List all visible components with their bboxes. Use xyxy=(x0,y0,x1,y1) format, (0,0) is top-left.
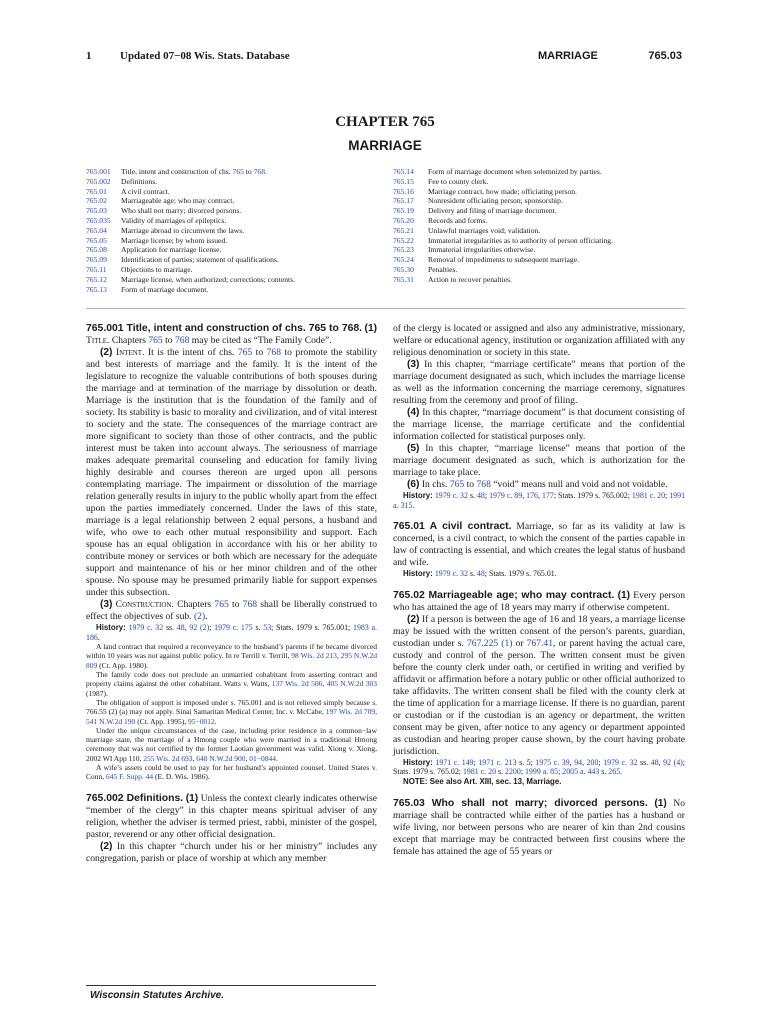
toc-section-number[interactable]: 765.16 xyxy=(393,186,414,196)
text: shall be liberally construed to effect the objectives of sub. xyxy=(86,599,378,622)
toc-section-title xyxy=(428,275,685,285)
toc-title-text: Title, intent and construction of chs. xyxy=(121,167,233,176)
text: s. xyxy=(252,623,264,632)
toc-entry[interactable] xyxy=(86,226,386,236)
toc-section-number[interactable]: 765.14 xyxy=(393,167,414,176)
cross-reference-link[interactable]: 768 xyxy=(174,335,190,346)
subsection-label: (4) xyxy=(407,407,420,418)
history-link[interactable]: 94 xyxy=(574,757,583,767)
text: In chs. xyxy=(419,479,450,490)
cross-reference-link[interactable]: 768 xyxy=(476,479,491,490)
toc-section-number[interactable]: 765.05 xyxy=(86,235,107,245)
subsection-caption: Title. xyxy=(86,335,110,346)
text: s. xyxy=(467,491,477,500)
citation-link[interactable]: 405 N.W.2d 303 xyxy=(326,679,377,689)
cross-reference-link[interactable]: 768 xyxy=(266,347,282,358)
text: ss. xyxy=(637,757,651,767)
text: (E. D. Wis. 1986). xyxy=(153,772,210,782)
subsection-label: (1) xyxy=(185,792,199,804)
toc-title-text: Definitions. xyxy=(121,176,158,186)
history-label: History: xyxy=(403,569,433,579)
text: ; xyxy=(520,767,525,777)
text: . xyxy=(97,632,100,642)
section-heading: 765.02 Marriageable age; who may contract. xyxy=(393,589,615,601)
toc-section-number[interactable]: 765.02 xyxy=(86,196,107,206)
text: , xyxy=(522,491,527,500)
toc-title-text: Objections to marriage. xyxy=(121,264,193,274)
toc-entry[interactable] xyxy=(393,167,685,177)
subsection-label: (3) xyxy=(407,359,420,370)
section-heading: 765.001 Title, intent and construction of chs. 765 to 768. xyxy=(86,323,363,334)
toc-section-title xyxy=(121,226,386,236)
subsection-label: (5) xyxy=(407,443,420,454)
text: s. xyxy=(599,767,609,777)
toc-title-text: Marriage abroad to circumvent the laws. xyxy=(121,225,245,235)
history-note xyxy=(393,569,685,579)
history-label: History: xyxy=(403,757,433,767)
toc-title-text: Marriage license, when authorized; corrections; contents. xyxy=(121,274,295,284)
header-database-label: Updated 07−08 Wis. Stats. Database xyxy=(120,50,290,62)
toc-section-number[interactable]: 765.20 xyxy=(393,215,414,225)
text: The family code does not preclude an unmarried cohabitant from asserting contract and property claims against the other cohabitant. Watts v. Watts, xyxy=(86,670,377,689)
text: , xyxy=(192,753,197,763)
toc-section-title xyxy=(121,187,386,197)
history-link[interactable]: 1979 c. 32 xyxy=(434,491,468,500)
history-link[interactable]: 200 xyxy=(586,757,599,767)
toc-section-number[interactable]: 765.09 xyxy=(86,255,107,265)
history-link[interactable]: 48 xyxy=(476,491,485,500)
subsection-caption: Intent. xyxy=(115,347,145,358)
subsection-intent xyxy=(86,347,377,599)
text: ss. xyxy=(163,623,177,632)
text: , xyxy=(569,757,575,767)
text: ; Stats. 1979 s. 765.002; xyxy=(553,491,632,500)
history-link[interactable]: 92 (4) xyxy=(663,757,683,767)
toc-entry[interactable] xyxy=(86,196,386,206)
history-link[interactable]: 1975 c. 39 xyxy=(535,757,570,767)
text: Chapters xyxy=(173,599,215,610)
text: Under the unique circumstances of the case, including prior residence in a common−law marriage state, the marriage of a Hmong couple who were married in a traditional Hmong ceremony that was not certified by the former Laotian government was valid. Xiong v. Xiong, 2002 WI App 110, xyxy=(86,725,377,763)
text: , xyxy=(336,651,341,661)
toc-section-number[interactable]: 765.23 xyxy=(393,245,414,255)
editorial-note: NOTE: See also Art. XIII, sec. 13, Marriage. xyxy=(403,776,562,786)
history-link[interactable]: 1999 a. 85 xyxy=(524,767,559,777)
text: , xyxy=(658,757,664,767)
toc-entry[interactable] xyxy=(86,245,386,255)
subsection-label: (3) xyxy=(100,599,113,610)
toc-entry[interactable] xyxy=(393,245,685,255)
text: ; xyxy=(473,757,479,767)
citation-link[interactable]: 197 Wis. 2d 709 xyxy=(325,707,376,717)
toc-section-number[interactable]: 765.13 xyxy=(86,284,107,294)
text: ; xyxy=(598,757,604,767)
toc-section-number[interactable]: 765.04 xyxy=(86,225,107,235)
subsection xyxy=(393,359,685,407)
text: s. xyxy=(467,569,477,579)
toc-entry[interactable] xyxy=(86,255,386,265)
cross-reference-link[interactable]: 768 xyxy=(242,599,258,610)
toc-entry[interactable] xyxy=(86,177,386,187)
section-heading: 765.002 Definitions. xyxy=(86,792,184,804)
history-link[interactable]: 1979 c. 32 xyxy=(128,623,164,632)
chapter-title: MARRIAGE xyxy=(348,138,422,153)
toc-section-title xyxy=(121,206,386,216)
text: (Ct. App. 1995), xyxy=(135,716,189,726)
citation-link[interactable]: 645 F. Supp. 44 xyxy=(106,772,154,782)
toc-title-text: Unlawful marriages void; validation. xyxy=(428,225,541,235)
toc-section-title xyxy=(121,236,386,246)
text: , xyxy=(184,623,190,632)
cross-reference-link[interactable]: 765 xyxy=(214,599,229,610)
text: may be cited as “The Family Code”. xyxy=(189,335,332,346)
toc-title-text: Removal of impediments to subsequent marriage. xyxy=(428,255,579,265)
toc-section-number[interactable]: 765.035 xyxy=(86,215,111,225)
text-column-left xyxy=(86,323,377,865)
toc-title-text: Form of marriage document. xyxy=(121,284,209,294)
toc-title-text: Immaterial irregularities otherwise. xyxy=(428,245,536,255)
text: s. xyxy=(496,767,506,777)
text: If a person is between the age of 16 and 18 years, a marriage license may be issued with the written consent of the person’s parents, guardian, custodian under s. xyxy=(393,613,685,649)
toc-section-title xyxy=(121,177,386,187)
toc-entry[interactable] xyxy=(393,196,685,206)
toc-section-number[interactable]: 765.08 xyxy=(86,245,107,255)
text: to xyxy=(464,479,477,490)
toc-section-title xyxy=(428,196,685,206)
section-heading: 765.03 Who shall not marry; divorced persons. xyxy=(393,797,648,809)
text: , xyxy=(538,491,542,500)
toc-section-title xyxy=(428,167,685,177)
history-note xyxy=(86,623,377,642)
text: Unless the context clearly indicates otherwise “member of the clergy” in this chapter means spiritual adviser of any religion, whether the adviser is termed priest, rabbi, minister of the gospel, pastor, reverend or any other official designation. xyxy=(86,792,377,840)
toc-entry[interactable] xyxy=(86,265,386,275)
text: The obligation of support is imposed under s. 765.001 and is not relieved simply because s. 766.55 (2) (a) may not apply. Sinai Samaritan Medical Center, Inc. v. McCabe, xyxy=(86,697,377,717)
section-heading: 765.01 A civil contract. xyxy=(393,521,512,533)
text: It is the intent of chs. xyxy=(144,347,238,358)
text: to xyxy=(228,599,243,610)
toc-entry[interactable] xyxy=(86,275,386,285)
toc-section-title xyxy=(428,245,685,255)
toc-title-text: Penalties. xyxy=(428,264,458,274)
toc-section-title xyxy=(121,265,386,275)
text: Every person who has attained the age of 18 years may marry if otherwise competent. xyxy=(393,589,686,613)
toc-section-number[interactable]: 765.21 xyxy=(393,225,414,235)
header-section-number: 765.03 xyxy=(648,50,682,62)
toc-section-number[interactable]: 765.001 xyxy=(86,167,111,176)
text: ; xyxy=(484,491,490,500)
running-header xyxy=(86,50,682,66)
history-link[interactable]: 265 xyxy=(608,767,621,777)
text: to xyxy=(252,347,267,358)
history-link[interactable]: 1983 a. 186 xyxy=(86,623,377,642)
text: ; Stats. 1979 s. 765.001; xyxy=(271,623,353,632)
toc-entry[interactable] xyxy=(393,255,685,265)
text: , xyxy=(582,757,587,767)
text: . xyxy=(214,716,217,726)
toc-entry[interactable] xyxy=(393,206,685,216)
subsection xyxy=(393,614,685,758)
toc-section-title xyxy=(428,216,685,226)
chapter-number: CHAPTER 765 xyxy=(335,114,435,130)
toc-title-text: . xyxy=(265,167,267,176)
subsection-label: (1) xyxy=(654,797,667,809)
history-link[interactable]: 1981 c. 20 xyxy=(462,767,497,777)
history-link[interactable]: 1979 c. 32 xyxy=(434,569,468,579)
toc-section-title xyxy=(428,226,685,236)
history-link[interactable]: 2005 a. 443 xyxy=(562,767,600,777)
cross-reference-link[interactable]: 767.225 (1) xyxy=(467,637,513,649)
history-link[interactable]: 1971 c. 149 xyxy=(435,757,474,767)
toc-title-text: Marriageable age; who may contract. xyxy=(121,196,235,206)
toc-section-number[interactable]: 765.31 xyxy=(393,274,414,284)
citation-link[interactable]: 98 Wis. 2d 213 xyxy=(291,651,337,661)
section-765-01 xyxy=(393,521,685,569)
toc-entry[interactable] xyxy=(393,226,685,236)
footer-archive-label: Wisconsin Statutes Archive. xyxy=(90,990,225,1001)
toc-entry[interactable] xyxy=(393,236,685,246)
subsection-label: (1) xyxy=(364,323,377,334)
text: . xyxy=(620,767,623,777)
toc-right-column xyxy=(393,167,685,285)
text: ; xyxy=(209,623,215,632)
toc-section-title xyxy=(121,167,386,177)
toc-section-number[interactable]: 765.002 xyxy=(86,176,111,186)
section-765-02 xyxy=(393,590,685,614)
history-link[interactable]: 48 xyxy=(650,757,659,767)
history-link[interactable]: 1971 c. 213 xyxy=(478,757,517,767)
text: . xyxy=(205,611,208,622)
citation-link[interactable]: 255 Wis. 2d 693 xyxy=(143,753,193,763)
toc-section-title xyxy=(428,177,685,187)
text: , or parent having the actual care, custody and control of the person. The written consent must be given before the county clerk under oath, or certified in writing and verified by affidavit or affirmation before a notary public or other official authorized to take affidavits. The written consent shall be filed with the county clerk at the time of application for a marriage license. If there is no guardian, parent or custodian or if the custodian is an agency or department, the written consent may be given, after notice to any agency or department appointed as custodian and hearing proper cause shown, by the court having probate jurisdiction. xyxy=(393,637,685,757)
text: (Ct. App. 1980). xyxy=(97,660,149,670)
subsection xyxy=(393,443,685,479)
history-link[interactable]: 2200 xyxy=(505,767,521,777)
history-link[interactable]: 48 xyxy=(476,569,485,579)
toc-section-title xyxy=(428,255,685,265)
toc-section-title xyxy=(428,206,685,216)
toc-section-title xyxy=(428,265,685,275)
cross-reference-link[interactable]: 765 xyxy=(449,479,465,490)
text-column-right xyxy=(393,323,685,858)
subsection-caption: Construction. xyxy=(115,599,174,610)
toc-title-text: Immaterial irregularities as to authority of person officiating. xyxy=(428,235,614,245)
history-link[interactable]: 1979 c. 175 xyxy=(214,623,253,632)
toc-entry[interactable] xyxy=(393,265,685,275)
toc-title-text: Application for marriage license. xyxy=(121,245,222,255)
toc-section-title xyxy=(121,275,386,285)
toc-entry[interactable] xyxy=(86,187,386,197)
text: Marriage, so far as its validity at law is concerned, is a civil contract, to which the consent of the parties capable in law of contracting is essential, and which creates the legal status of husband and wife. xyxy=(393,521,685,569)
text: ; xyxy=(665,491,670,500)
toc-title-text: Validity of marriages of epileptics. xyxy=(121,215,227,225)
cross-reference-link[interactable]: 765 xyxy=(148,335,163,346)
toc-title-text: to xyxy=(243,167,254,176)
text: , xyxy=(245,753,250,763)
annotation xyxy=(86,698,377,726)
section-765-001 xyxy=(86,323,377,347)
toc-entry[interactable] xyxy=(393,275,685,285)
toc-entry[interactable] xyxy=(86,236,386,246)
text: Chapters xyxy=(109,335,149,346)
toc-chapter-link[interactable]: 765 xyxy=(232,167,244,176)
subsection xyxy=(393,479,685,491)
annotation xyxy=(86,726,377,763)
subsection-label: (6) xyxy=(407,479,420,490)
footer-rule xyxy=(86,985,376,987)
header-chapter-name: MARRIAGE xyxy=(538,50,598,62)
text: “void” means null and void and not voidable. xyxy=(490,479,668,490)
toc-section-title xyxy=(428,187,685,197)
history-link[interactable]: 1979 c. 89 xyxy=(489,491,523,500)
toc-entry[interactable] xyxy=(393,216,685,226)
history-link[interactable]: 48 xyxy=(176,623,185,632)
citation-link[interactable]: 137 Wis. 2d 506 xyxy=(271,679,323,689)
cross-reference-link[interactable]: 767.41 xyxy=(526,637,554,649)
toc-entry[interactable] xyxy=(393,177,685,187)
text: . xyxy=(412,500,415,510)
text: to xyxy=(162,335,175,346)
text: In this chapter, “marriage certificate” means that portion of the marriage document designated as such, which includes the marriage license as well as the information concerning the marriage ceremony, signatures resulting from the ceremony and proof of filing. xyxy=(393,359,685,406)
history-link[interactable]: 177 xyxy=(541,491,554,500)
toc-section-number[interactable]: 765.19 xyxy=(393,206,414,216)
continued-text: of the clergy is located or assigned and also any administrative, missionary, welfare or educational agency, institution or organization affiliated with any religious denomination or society in this state. xyxy=(393,323,685,358)
toc-section-title xyxy=(121,245,386,255)
text: . xyxy=(276,753,278,763)
text: No marriage shall be contracted while either of the parties has a husband or wife living, nor between persons who are nearer of kin than 2nd cousins except that marriage may be contracted between first cousins where the female has attained the age of 55 years or xyxy=(393,797,685,857)
toc-section-number[interactable]: 765.01 xyxy=(86,186,107,196)
toc-section-title xyxy=(121,216,386,226)
subsection xyxy=(86,841,377,865)
page-number: 1 xyxy=(86,50,92,62)
text: or xyxy=(512,637,527,649)
toc-section-number[interactable]: 765.30 xyxy=(393,264,414,274)
text: (1987). xyxy=(86,688,108,698)
toc-section-title xyxy=(428,236,685,246)
toc-title-text: Fee to county clerk. xyxy=(428,176,489,186)
toc-section-title xyxy=(121,196,386,206)
text: In this chapter “church under his or her ministry” includes any congregation, parish or place of worship at which any member xyxy=(86,840,377,864)
history-note xyxy=(393,491,685,510)
toc-section-title xyxy=(121,255,386,265)
toc-section-number[interactable]: 765.24 xyxy=(393,255,414,265)
text: s. 5; xyxy=(516,757,536,767)
history-link[interactable]: 1979 c. 32 xyxy=(603,757,638,767)
text: to promote the stability and best interests of marriage and the family. It is the intent of the legislature to recognize the valuable contributions of both spouses during the marriage and at termination of the marriage by dissolution or death. Marriage is the institution that is the foundation of the family and of society. Its stability is basic to morality and civilization, and of vital interest to society and the state. The consequences of the marriage contract are more significant to society than those of other contracts, and the public interest must be taken into account always. The seriousness of marriage makes adequate premarital counseling and education for family living highly desirable and courses thereon are urged upon all persons contemplating marriage. The impairment or dissolution of the marriage relation generally results in injury to the public wholly apart from the effect upon the parties immediately concerned. Under the laws of this state, marriage is a legal relationship between 2 equal persons, a husband and wife, who owe to each other mutual responsibility and support. Each spouse has an equal obligation in accordance with his or her ability to contribute money or services or both which are necessary for the adequate support and maintenance of his or her minor children and of the other spouse. No spouse may be presumed primarily liable for support expenses under this subsection. xyxy=(86,347,377,598)
text: ; Stats. 1979 s. 765.02; xyxy=(393,757,685,777)
text: , xyxy=(375,707,377,717)
subsection-label: (2) xyxy=(100,840,113,852)
toc-title-text: A civil contract. xyxy=(121,186,170,196)
toc-title-text: Action to recover penalties. xyxy=(428,274,512,284)
cross-reference-link[interactable]: (2) xyxy=(193,611,206,622)
text: ; xyxy=(558,767,563,777)
toc-section-number[interactable]: 765.22 xyxy=(393,235,414,245)
toc-title-text: Form of marriage document when solemnized by parties. xyxy=(428,167,602,176)
section-765-03 xyxy=(393,798,685,858)
toc-entry[interactable] xyxy=(86,167,386,177)
toc-title-text: Identification of parties; statement of qualifications. xyxy=(121,255,279,265)
toc-chapter-link[interactable]: 768 xyxy=(253,167,266,176)
text: In this chapter, “marriage license” means that portion of the marriage document designated as such, which is authorization for the marriage to take place. xyxy=(393,443,685,478)
annotation xyxy=(86,763,377,782)
annotation xyxy=(86,670,377,698)
history-label: History: xyxy=(96,623,126,632)
annotation xyxy=(86,642,377,670)
toc-title-text: Delivery and filing of marriage document. xyxy=(428,206,557,216)
subsection-construction xyxy=(86,599,377,623)
text: A land contract that required a reconveyance to the husband’s parents if he became divorced within 10 years was not against public policy. In re Terrill v. Terrill, xyxy=(86,642,377,661)
toc-section-number[interactable]: 765.11 xyxy=(86,264,107,274)
subsection-label: (1) xyxy=(617,589,631,601)
history-link[interactable]: 176 xyxy=(526,491,538,500)
history-link[interactable]: 53 xyxy=(263,623,272,632)
toc-section-number[interactable]: 765.12 xyxy=(86,274,107,284)
text: A wife’s assets could be used to pay for her husband’s appointed counsel. United States v. Conn, xyxy=(86,763,377,782)
history-link[interactable]: 1981 c. 20 xyxy=(631,491,666,500)
toc-left-column xyxy=(86,167,386,294)
citation-link[interactable]: 95−0012 xyxy=(188,716,215,726)
citation-link[interactable]: 541 N.W.2d 190 xyxy=(86,716,136,726)
toc-entry[interactable] xyxy=(86,216,386,226)
toc-section-number[interactable]: 765.15 xyxy=(393,176,414,186)
toc-section-number[interactable]: 765.17 xyxy=(393,196,414,206)
text: In this chapter, “marriage document” is that document consisting of the marriage license, the marriage certificate and the confidential information collected for statistical purposes only. xyxy=(393,407,685,442)
subsection-label: (2) xyxy=(407,613,420,625)
toc-section-title xyxy=(121,285,386,295)
history-link[interactable]: 92 (2) xyxy=(189,623,210,632)
text: , xyxy=(322,679,327,689)
toc-divider xyxy=(86,308,685,310)
history-link[interactable]: 1991 a. 315 xyxy=(393,491,686,510)
toc-title-text: Records and forms. xyxy=(428,215,488,225)
history-note xyxy=(393,758,685,777)
toc-title-text: Marriage contract, how made; officiating person. xyxy=(428,186,577,196)
citation-link[interactable]: 648 N.W.2d 900 xyxy=(196,753,246,763)
toc-entry[interactable] xyxy=(86,206,386,216)
citation-link[interactable]: 295 N.W.2d 809 xyxy=(86,651,377,670)
history-label: History: xyxy=(403,491,433,500)
subsection xyxy=(393,407,685,443)
toc-title-text: Marriage license; by whom issued. xyxy=(121,235,228,245)
cross-reference-link[interactable]: 765 xyxy=(237,347,253,358)
citation-link[interactable]: 01−0844 xyxy=(249,753,276,763)
section-765-002 xyxy=(86,793,377,841)
toc-entry[interactable] xyxy=(86,285,386,295)
subsection-label: (2) xyxy=(100,347,113,358)
toc-title-text: Nonresident officiating person; sponsorship. xyxy=(428,196,563,206)
toc-section-number[interactable]: 765.03 xyxy=(86,206,107,216)
toc-entry[interactable] xyxy=(393,187,685,197)
text: ; Stats. 1979 s. 765.01. xyxy=(484,569,557,579)
toc-title-text: Who shall not marry; divorced persons. xyxy=(121,206,242,216)
